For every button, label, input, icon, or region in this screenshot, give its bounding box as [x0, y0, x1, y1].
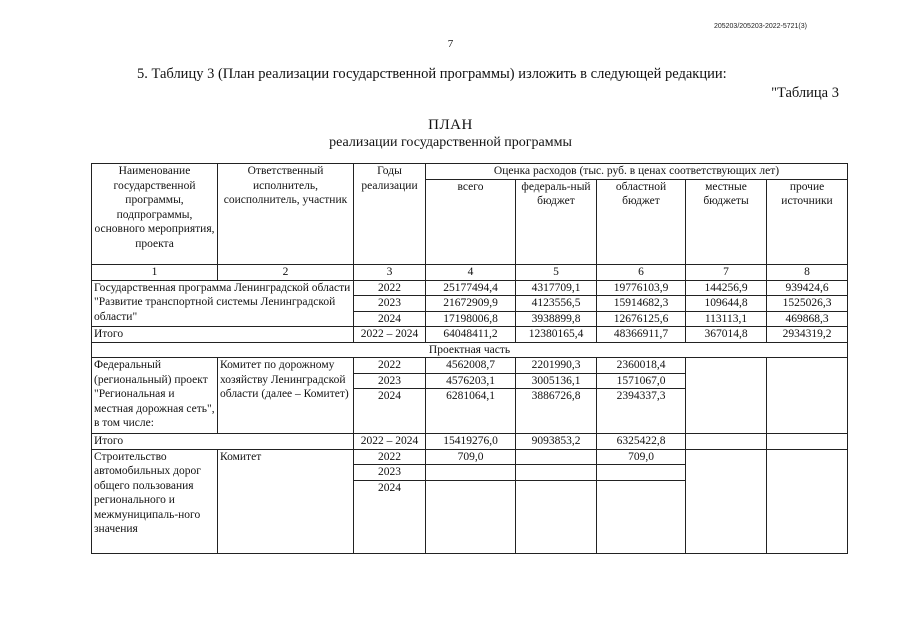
regional-cell: 48366911,7 [597, 327, 686, 343]
federal-cell [516, 465, 597, 481]
federal-project-responsible: Комитет по дорожному хозяйству Ленинградской области (далее – Комитет) [218, 358, 354, 434]
other-cell: 939424,6 [767, 280, 848, 296]
construction-responsible: Комитет [218, 449, 354, 553]
total-cell: 4562008,7 [426, 358, 516, 374]
year-cell: 2023 [354, 465, 426, 481]
itogo-label: Итого [92, 327, 354, 343]
total-cell: 21672909,9 [426, 296, 516, 312]
year-cell: 2024 [354, 311, 426, 327]
year-cell: 2024 [354, 480, 426, 553]
header-name: Наименование государственной программы, подпрограммы, основного мероприятия, проекта [92, 164, 218, 265]
plan-title: ПЛАН [428, 117, 473, 133]
year-cell: 2022 – 2024 [354, 327, 426, 343]
table-row [92, 358, 848, 374]
itogo-row [92, 434, 848, 450]
other-cell [767, 358, 848, 434]
regional-cell: 12676125,6 [597, 311, 686, 327]
total-cell: 17198006,8 [426, 311, 516, 327]
section-row [92, 342, 848, 358]
header-row [92, 164, 848, 180]
table-label: "Таблица 3 [771, 85, 839, 101]
col-number: 1 [92, 265, 218, 281]
itogo-label: Итого [92, 434, 354, 450]
year-cell: 2022 [354, 358, 426, 374]
federal-cell: 2201990,3 [516, 358, 597, 374]
col-number: 8 [767, 265, 848, 281]
column-number-row [92, 265, 848, 281]
federal-cell: 12380165,4 [516, 327, 597, 343]
year-cell: 2022 [354, 280, 426, 296]
federal-cell: 3005136,1 [516, 373, 597, 389]
year-cell: 2023 [354, 296, 426, 312]
other-cell: 2934319,2 [767, 327, 848, 343]
table-row [92, 280, 848, 296]
total-cell: 64048411,2 [426, 327, 516, 343]
header-total: всего [426, 179, 516, 265]
local-cell [686, 358, 767, 434]
regional-cell: 19776103,9 [597, 280, 686, 296]
total-cell: 25177494,4 [426, 280, 516, 296]
regional-cell [597, 465, 686, 481]
itogo-row [92, 327, 848, 343]
header-other: прочие источники [767, 179, 848, 265]
col-number: 3 [354, 265, 426, 281]
regional-cell: 1571067,0 [597, 373, 686, 389]
regional-cell: 709,0 [597, 449, 686, 465]
federal-cell: 3938899,8 [516, 311, 597, 327]
regional-cell: 2360018,4 [597, 358, 686, 374]
federal-project-name: Федеральный (региональный) проект "Региональная и местная дорожная сеть", в том числе: [92, 358, 218, 434]
program-name: Государственная программа Ленинградской области "Развитие транспортной системы Ленинградской области" [92, 280, 354, 327]
other-cell [767, 434, 848, 450]
year-cell: 2023 [354, 373, 426, 389]
federal-cell: 3886726,8 [516, 389, 597, 434]
federal-cell [516, 449, 597, 465]
instruction-text: 5. Таблицу 3 (План реализации государственной программы) изложить в следующей редакции: [137, 66, 727, 82]
local-cell [686, 434, 767, 450]
total-cell: 6281064,1 [426, 389, 516, 434]
year-cell: 2022 – 2024 [354, 434, 426, 450]
federal-cell: 9093853,2 [516, 434, 597, 450]
regional-cell: 15914682,3 [597, 296, 686, 312]
header-costs: Оценка расходов (тыс. руб. в ценах соответствующих лет) [426, 164, 848, 180]
header-local: местные бюджеты [686, 179, 767, 265]
col-number: 7 [686, 265, 767, 281]
year-cell: 2024 [354, 389, 426, 434]
header-responsible: Ответственный исполнитель, соисполнитель, участник [218, 164, 354, 265]
total-cell [426, 480, 516, 553]
other-cell [767, 449, 848, 553]
local-cell: 144256,9 [686, 280, 767, 296]
col-number: 5 [516, 265, 597, 281]
total-cell [426, 465, 516, 481]
local-cell: 109644,8 [686, 296, 767, 312]
total-cell: 4576203,1 [426, 373, 516, 389]
federal-cell [516, 480, 597, 553]
regional-cell [597, 480, 686, 553]
local-cell: 113113,1 [686, 311, 767, 327]
year-cell: 2022 [354, 449, 426, 465]
header-regional: областной бюджет [597, 179, 686, 265]
plan-table [91, 163, 848, 554]
total-cell: 15419276,0 [426, 434, 516, 450]
federal-cell: 4317709,1 [516, 280, 597, 296]
col-number: 6 [597, 265, 686, 281]
page-number: 7 [447, 38, 454, 50]
local-cell: 367014,8 [686, 327, 767, 343]
col-number: 4 [426, 265, 516, 281]
local-cell [686, 449, 767, 553]
other-cell: 469868,3 [767, 311, 848, 327]
col-number: 2 [218, 265, 354, 281]
federal-cell: 4123556,5 [516, 296, 597, 312]
header-federal: федераль-ный бюджет [516, 179, 597, 265]
section-label: Проектная часть [92, 342, 848, 358]
regional-cell: 2394337,3 [597, 389, 686, 434]
other-cell: 1525026,3 [767, 296, 848, 312]
total-cell: 709,0 [426, 449, 516, 465]
regional-cell: 6325422,8 [597, 434, 686, 450]
header-years: Годы реализации [354, 164, 426, 265]
document-id: 205203/205203-2022-5721(3) [713, 23, 807, 30]
construction-name: Строительство автомобильных дорог общего пользования регионального и межмуниципаль-ного значения [92, 449, 218, 553]
plan-subtitle: реализации государственной программы [329, 135, 572, 150]
table-row [92, 449, 848, 465]
